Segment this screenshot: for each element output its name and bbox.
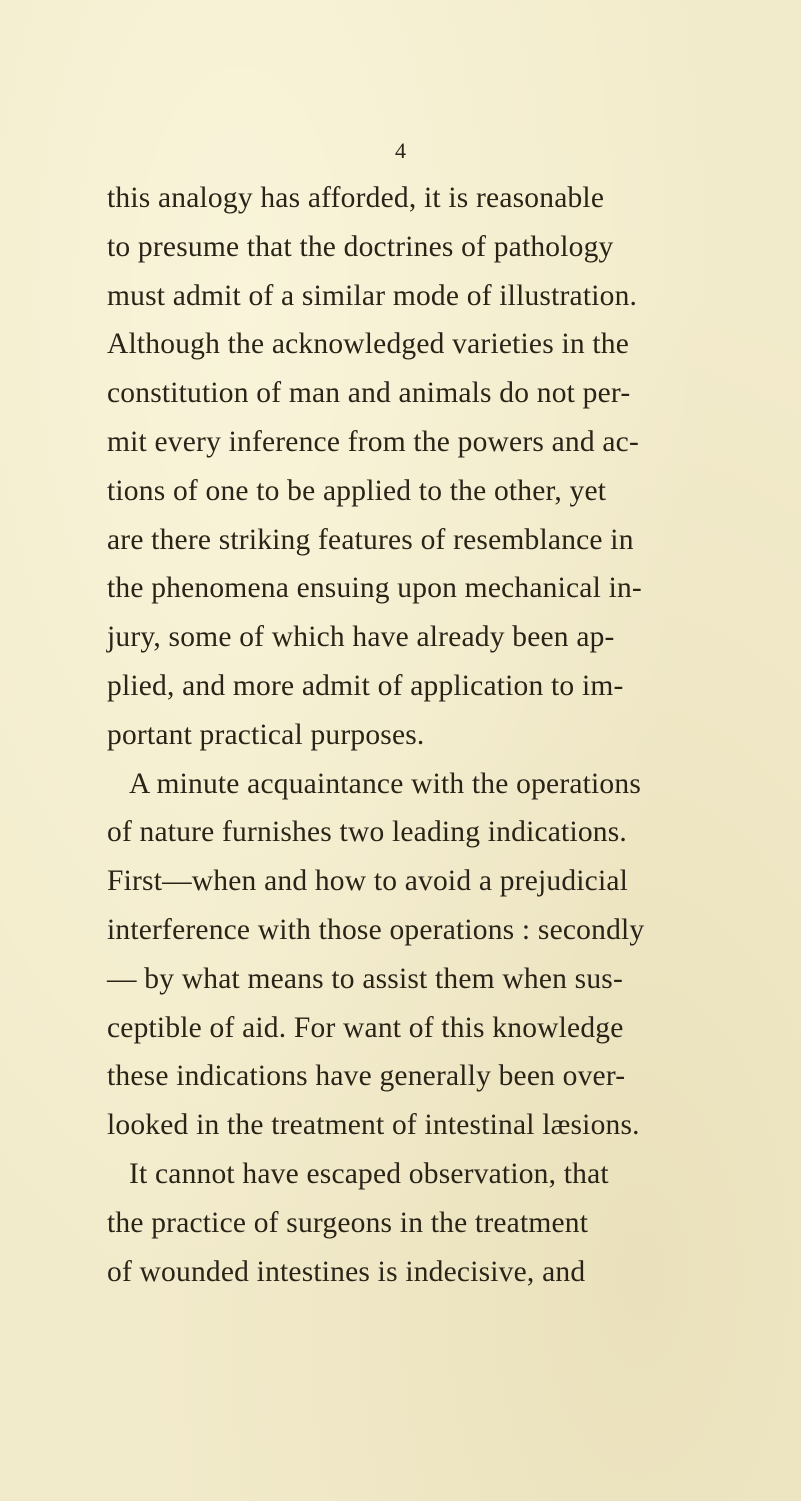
text-line: the phenomena ensuing upon mechanical in- <box>107 572 642 605</box>
text-line: constitution of man and animals do not per- <box>107 377 631 410</box>
text-line: plied, and more admit of application to im- <box>107 669 624 702</box>
text-line: are there striking features of resemblance in <box>107 523 634 556</box>
paragraph-start-line: A minute acquaintance with the operations <box>129 767 642 800</box>
text-line: must admit of a similar mode of illustration. <box>107 279 638 312</box>
page-number: 4 <box>395 138 406 163</box>
text-line: looked in the treatment of intestinal læsions. <box>107 1109 640 1142</box>
text-line: tions of one to be applied to the other, yet <box>107 474 607 507</box>
text-line: jury, some of which have already been ap- <box>107 621 615 654</box>
text-line: the practice of surgeons in the treatment <box>107 1206 589 1239</box>
text-line: of nature furnishes two leading indications. <box>107 816 628 849</box>
text-line: this analogy has afforded, it is reasonable <box>107 182 605 214</box>
text-line: to presume that the doctrines of pathology <box>107 230 614 263</box>
text-line: ceptible of aid. For want of this knowledge <box>107 1011 624 1044</box>
body-text <box>107 174 801 1296</box>
paragraph-start-line: It cannot have escaped observation, that <box>129 1157 609 1190</box>
text-line: portant practical purposes. <box>107 718 425 751</box>
text-line: interference with those operations : secondly <box>107 913 645 946</box>
text-line: of wounded intestines is indecisive, and <box>107 1255 586 1288</box>
text-line: — by what means to assist them when sus- <box>107 962 623 995</box>
text-line: these indications have generally been over- <box>107 1060 626 1093</box>
text-line: First—when and how to avoid a prejudicial <box>107 865 629 898</box>
text-line: Although the acknowledged varieties in the <box>107 328 630 361</box>
text-line: mit every inference from the powers and ac- <box>107 425 639 458</box>
